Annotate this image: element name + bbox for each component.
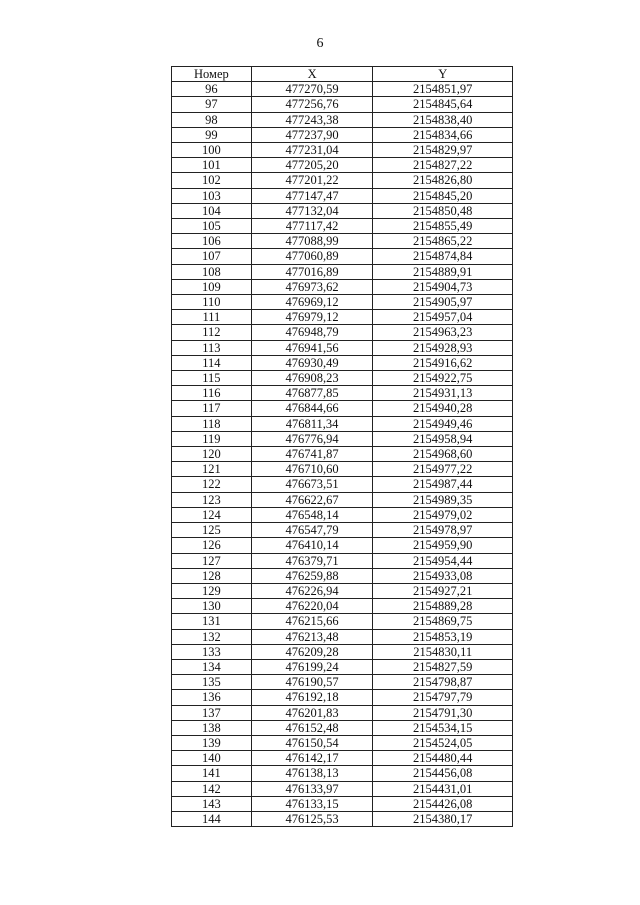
cell-number: 101 <box>172 158 252 173</box>
table-row <box>172 796 513 811</box>
table-row <box>172 355 513 370</box>
cell-x: 476201,83 <box>251 705 373 720</box>
table-row <box>172 431 513 446</box>
cell-x: 477016,89 <box>251 264 373 279</box>
cell-x: 476125,53 <box>251 811 373 826</box>
cell-number: 106 <box>172 234 252 249</box>
cell-y: 2154959,90 <box>373 538 513 553</box>
cell-y: 2154869,75 <box>373 614 513 629</box>
cell-y: 2154845,20 <box>373 188 513 203</box>
table-row <box>172 219 513 234</box>
cell-x: 476133,15 <box>251 796 373 811</box>
cell-number: 123 <box>172 492 252 507</box>
cell-y: 2154963,23 <box>373 325 513 340</box>
cell-x: 476877,85 <box>251 386 373 401</box>
cell-number: 122 <box>172 477 252 492</box>
cell-y: 2154456,08 <box>373 766 513 781</box>
cell-number: 119 <box>172 431 252 446</box>
cell-y: 2154827,59 <box>373 659 513 674</box>
cell-x: 476192,18 <box>251 690 373 705</box>
cell-number: 134 <box>172 659 252 674</box>
cell-y: 2154850,48 <box>373 203 513 218</box>
cell-y: 2154798,87 <box>373 675 513 690</box>
table-row <box>172 310 513 325</box>
table-row <box>172 583 513 598</box>
table-row <box>172 523 513 538</box>
cell-number: 127 <box>172 553 252 568</box>
cell-y: 2154916,62 <box>373 355 513 370</box>
cell-y: 2154889,28 <box>373 599 513 614</box>
cell-x: 476673,51 <box>251 477 373 492</box>
table-row <box>172 462 513 477</box>
table-row <box>172 781 513 796</box>
cell-y: 2154534,15 <box>373 720 513 735</box>
cell-number: 135 <box>172 675 252 690</box>
cell-y: 2154426,08 <box>373 796 513 811</box>
cell-x: 476138,13 <box>251 766 373 781</box>
cell-number: 104 <box>172 203 252 218</box>
cell-number: 129 <box>172 583 252 598</box>
cell-y: 2154927,21 <box>373 583 513 598</box>
table-row <box>172 553 513 568</box>
table-body <box>172 82 513 827</box>
cell-number: 133 <box>172 644 252 659</box>
table-row <box>172 340 513 355</box>
cell-y: 2154865,22 <box>373 234 513 249</box>
cell-y: 2154524,05 <box>373 735 513 750</box>
cell-x: 477088,99 <box>251 234 373 249</box>
table-row <box>172 234 513 249</box>
cell-x: 476410,14 <box>251 538 373 553</box>
table-row <box>172 477 513 492</box>
cell-number: 118 <box>172 416 252 431</box>
cell-y: 2154834,66 <box>373 127 513 142</box>
cell-x: 477117,42 <box>251 219 373 234</box>
cell-x: 476215,66 <box>251 614 373 629</box>
cell-number: 109 <box>172 279 252 294</box>
table-row <box>172 705 513 720</box>
cell-y: 2154380,17 <box>373 811 513 826</box>
table-row <box>172 325 513 340</box>
cell-number: 103 <box>172 188 252 203</box>
table-row <box>172 492 513 507</box>
table-row <box>172 401 513 416</box>
cell-number: 124 <box>172 507 252 522</box>
cell-x: 476930,49 <box>251 355 373 370</box>
table-row <box>172 158 513 173</box>
cell-number: 130 <box>172 599 252 614</box>
cell-y: 2154431,01 <box>373 781 513 796</box>
cell-y: 2154957,04 <box>373 310 513 325</box>
cell-x: 477237,90 <box>251 127 373 142</box>
cell-number: 105 <box>172 219 252 234</box>
cell-x: 476259,88 <box>251 568 373 583</box>
cell-y: 2154989,35 <box>373 492 513 507</box>
cell-y: 2154968,60 <box>373 447 513 462</box>
table-row <box>172 112 513 127</box>
column-header-x: X <box>251 67 373 82</box>
cell-y: 2154480,44 <box>373 751 513 766</box>
cell-number: 128 <box>172 568 252 583</box>
cell-number: 111 <box>172 310 252 325</box>
cell-x: 476741,87 <box>251 447 373 462</box>
cell-x: 476213,48 <box>251 629 373 644</box>
table-row <box>172 447 513 462</box>
cell-number: 121 <box>172 462 252 477</box>
cell-number: 126 <box>172 538 252 553</box>
cell-x: 476152,48 <box>251 720 373 735</box>
cell-x: 477132,04 <box>251 203 373 218</box>
cell-x: 476150,54 <box>251 735 373 750</box>
cell-x: 476844,66 <box>251 401 373 416</box>
cell-number: 120 <box>172 447 252 462</box>
table-row <box>172 173 513 188</box>
table-row <box>172 416 513 431</box>
cell-number: 117 <box>172 401 252 416</box>
cell-x: 476190,57 <box>251 675 373 690</box>
table-row <box>172 766 513 781</box>
cell-x: 476220,04 <box>251 599 373 614</box>
cell-x: 477205,20 <box>251 158 373 173</box>
cell-x: 476133,97 <box>251 781 373 796</box>
cell-number: 110 <box>172 295 252 310</box>
cell-x: 477231,04 <box>251 143 373 158</box>
cell-x: 476548,14 <box>251 507 373 522</box>
cell-x: 476979,12 <box>251 310 373 325</box>
cell-x: 476776,94 <box>251 431 373 446</box>
coordinates-table <box>171 66 513 827</box>
cell-number: 102 <box>172 173 252 188</box>
cell-x: 477147,47 <box>251 188 373 203</box>
cell-number: 98 <box>172 112 252 127</box>
cell-x: 476622,67 <box>251 492 373 507</box>
cell-y: 2154874,84 <box>373 249 513 264</box>
cell-number: 136 <box>172 690 252 705</box>
cell-number: 112 <box>172 325 252 340</box>
table-row <box>172 629 513 644</box>
table-row <box>172 264 513 279</box>
cell-x: 476226,94 <box>251 583 373 598</box>
table-row <box>172 659 513 674</box>
cell-x: 476908,23 <box>251 371 373 386</box>
cell-y: 2154987,44 <box>373 477 513 492</box>
table-row <box>172 295 513 310</box>
cell-number: 114 <box>172 355 252 370</box>
cell-y: 2154797,79 <box>373 690 513 705</box>
column-header-y: Y <box>373 67 513 82</box>
table-row <box>172 127 513 142</box>
table-row <box>172 720 513 735</box>
cell-x: 477201,22 <box>251 173 373 188</box>
cell-x: 476973,62 <box>251 279 373 294</box>
cell-y: 2154826,80 <box>373 173 513 188</box>
cell-y: 2154949,46 <box>373 416 513 431</box>
table-row <box>172 507 513 522</box>
cell-y: 2154922,75 <box>373 371 513 386</box>
cell-y: 2154904,73 <box>373 279 513 294</box>
cell-x: 476969,12 <box>251 295 373 310</box>
cell-y: 2154933,08 <box>373 568 513 583</box>
cell-y: 2154977,22 <box>373 462 513 477</box>
cell-number: 131 <box>172 614 252 629</box>
cell-number: 97 <box>172 97 252 112</box>
cell-number: 137 <box>172 705 252 720</box>
table-row <box>172 386 513 401</box>
table-row <box>172 675 513 690</box>
cell-y: 2154928,93 <box>373 340 513 355</box>
page-number: 6 <box>316 36 324 51</box>
cell-number: 139 <box>172 735 252 750</box>
table-row <box>172 614 513 629</box>
cell-number: 142 <box>172 781 252 796</box>
cell-number: 125 <box>172 523 252 538</box>
cell-x: 476199,24 <box>251 659 373 674</box>
table-row <box>172 644 513 659</box>
cell-y: 2154931,13 <box>373 386 513 401</box>
table-row <box>172 751 513 766</box>
cell-x: 476811,34 <box>251 416 373 431</box>
cell-number: 140 <box>172 751 252 766</box>
cell-number: 143 <box>172 796 252 811</box>
table-row <box>172 811 513 826</box>
cell-number: 138 <box>172 720 252 735</box>
cell-y: 2154940,28 <box>373 401 513 416</box>
cell-x: 476379,71 <box>251 553 373 568</box>
cell-y: 2154853,19 <box>373 629 513 644</box>
cell-y: 2154855,49 <box>373 219 513 234</box>
cell-number: 132 <box>172 629 252 644</box>
cell-number: 115 <box>172 371 252 386</box>
cell-x: 476710,60 <box>251 462 373 477</box>
cell-x: 477270,59 <box>251 82 373 97</box>
column-header-number: Номер <box>172 67 252 82</box>
table-row <box>172 599 513 614</box>
table-row <box>172 143 513 158</box>
cell-x: 476948,79 <box>251 325 373 340</box>
cell-y: 2154845,64 <box>373 97 513 112</box>
cell-number: 96 <box>172 82 252 97</box>
table-row <box>172 188 513 203</box>
table-header-row <box>172 67 513 82</box>
cell-number: 108 <box>172 264 252 279</box>
cell-number: 100 <box>172 143 252 158</box>
table-row <box>172 279 513 294</box>
cell-y: 2154978,97 <box>373 523 513 538</box>
table-row <box>172 249 513 264</box>
cell-x: 476142,17 <box>251 751 373 766</box>
cell-y: 2154905,97 <box>373 295 513 310</box>
cell-number: 116 <box>172 386 252 401</box>
cell-number: 113 <box>172 340 252 355</box>
cell-y: 2154791,30 <box>373 705 513 720</box>
cell-y: 2154829,97 <box>373 143 513 158</box>
cell-y: 2154838,40 <box>373 112 513 127</box>
cell-y: 2154958,94 <box>373 431 513 446</box>
cell-y: 2154889,91 <box>373 264 513 279</box>
cell-x: 476209,28 <box>251 644 373 659</box>
cell-x: 476547,79 <box>251 523 373 538</box>
table-row <box>172 690 513 705</box>
cell-y: 2154827,22 <box>373 158 513 173</box>
cell-x: 477256,76 <box>251 97 373 112</box>
cell-y: 2154979,02 <box>373 507 513 522</box>
cell-x: 477243,38 <box>251 112 373 127</box>
cell-y: 2154954,44 <box>373 553 513 568</box>
cell-x: 476941,56 <box>251 340 373 355</box>
cell-number: 107 <box>172 249 252 264</box>
table-row <box>172 538 513 553</box>
cell-number: 141 <box>172 766 252 781</box>
cell-number: 144 <box>172 811 252 826</box>
table-row <box>172 735 513 750</box>
cell-x: 477060,89 <box>251 249 373 264</box>
table-row <box>172 203 513 218</box>
table-row <box>172 371 513 386</box>
cell-y: 2154830,11 <box>373 644 513 659</box>
table-row <box>172 82 513 97</box>
cell-number: 99 <box>172 127 252 142</box>
table-row <box>172 97 513 112</box>
cell-y: 2154851,97 <box>373 82 513 97</box>
table-row <box>172 568 513 583</box>
